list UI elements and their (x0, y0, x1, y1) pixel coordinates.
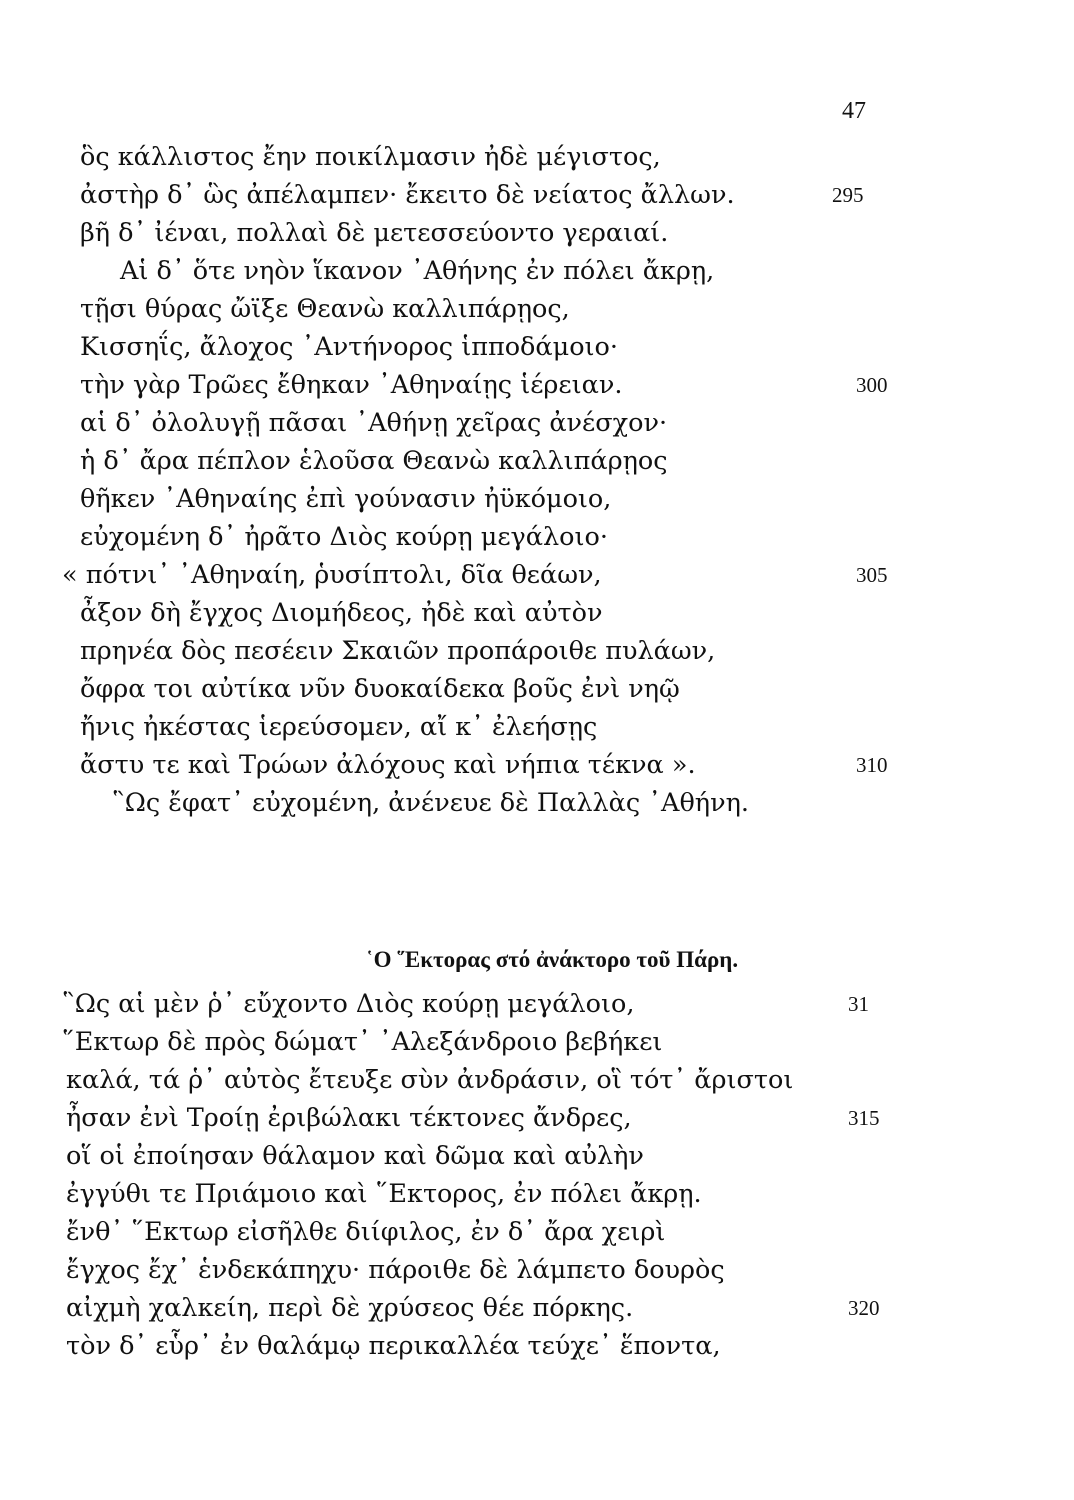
verse-line (80, 594, 602, 632)
verse-line (80, 214, 668, 252)
verse-line (80, 746, 696, 784)
line-number: 31 (848, 992, 869, 1016)
verse-text: Αἱ δ᾽ ὅτε νηὸν ἵκανον ᾽Αθήνης ἐν πόλει ἄκρῃ, (120, 256, 715, 286)
line-number: 310 (856, 753, 888, 777)
verse-text: καλά, τά ῥ᾽ αὐτὸς ἔτευξε σὺν ἀνδράσιν, οἳ τότ᾽ ἄριστοι (66, 1065, 794, 1095)
verse-line (62, 1023, 662, 1061)
verse-line (66, 1213, 665, 1251)
verse-text: « πότνι᾽ ᾽Αθηναίη, ῥυσίπτολι, δῖα θεάων, (62, 560, 602, 590)
verse-text: ἔγχος ἔχ᾽ ἑνδεκάπηχυ· πάροιθε δὲ λάμπετο δουρὸς (66, 1255, 725, 1285)
verse-line (80, 328, 618, 366)
verse-text: ἐγγύθι τε Πριάμοιο καὶ ῞Εκτορος, ἐν πόλει ἄκρῃ. (66, 1179, 702, 1209)
verse-line (66, 1175, 702, 1213)
verse-line (62, 556, 602, 594)
line-number: 315 (848, 1106, 880, 1130)
verse-text: ἀστὴρ δ᾽ ὣς ἀπέλαμπεν· ἔκειτο δὲ νείατος ἄλλων. (80, 180, 735, 210)
verse-line (80, 632, 715, 670)
line-number: 300 (856, 373, 888, 397)
verse-line (80, 366, 622, 404)
page-number: 47 (842, 98, 866, 124)
verse-line (80, 518, 608, 556)
verse-line (66, 1289, 633, 1327)
verse-line (66, 1137, 644, 1175)
verse-text: ῝Ως αἱ μὲν ῥ᾽ εὔχοντο Διὸς κούρῃ μεγάλοιο, (62, 989, 635, 1019)
verse-line (120, 252, 714, 290)
verse-line (66, 1327, 721, 1365)
verse-text: ἆξον δὴ ἔγχος Διομήδεος, ἠδὲ καὶ αὐτὸν (80, 598, 603, 628)
verse-text: οἵ οἱ ἐποίησαν θάλαμον καὶ δῶμα καὶ αὐλὴν (66, 1141, 644, 1171)
verse-text: ἤνις ἠκέστας ἱερεύσομεν, αἴ κ᾽ ἐλεήσῃς (80, 712, 598, 742)
verse-text: ἡ δ᾽ ἄρα πέπλον ἑλοῦσα Θεανὼ καλλιπάρῃος (80, 446, 668, 476)
line-number: 305 (856, 563, 888, 587)
verse-line (112, 784, 749, 822)
verse-line (80, 176, 735, 214)
verse-text: ῞Εκτωρ δὲ πρὸς δώματ᾽ ᾽Αλεξάνδροιο βεβήκει (62, 1027, 663, 1057)
verse-line (80, 138, 661, 176)
verse-line (80, 404, 667, 442)
verse-text: ῝Ως ἔφατ᾽ εὐχομένη, ἀνένευε δὲ Παλλὰς ᾽Αθήνη. (112, 788, 749, 818)
verse-text: Κισσηΐς, ἄλοχος ᾽Αντήνορος ἱπποδάμοιο· (80, 332, 619, 362)
verse-line (66, 1251, 725, 1289)
verse-text: θῆκεν ᾽Αθηναίης ἐπὶ γούνασιν ἠϋκόμοιο, (80, 484, 612, 514)
verse-text: αἰχμὴ χαλκείη, περὶ δὲ χρύσεος θέε πόρκης. (66, 1293, 634, 1323)
verse-text: ὃς κάλλιστος ἔην ποικίλμασιν ἠδὲ μέγιστος, (80, 142, 661, 172)
line-number: 320 (848, 1296, 880, 1320)
verse-line (66, 1061, 793, 1099)
verse-line (80, 708, 597, 746)
verse-line (80, 670, 680, 708)
verse-text: αἱ δ᾽ ὀλολυγῇ πᾶσαι ᾽Αθήνῃ χεῖρας ἀνέσχον· (80, 408, 668, 438)
verse-text: ἄστυ τε καὶ Τρώων ἀλόχους καὶ νήπια τέκνα ». (80, 750, 696, 780)
verse-text: τὴν γὰρ Τρῶες ἔθηκαν ᾽Αθηναίῃς ἱέρειαν. (80, 370, 623, 400)
verse-line (66, 1099, 632, 1137)
verse-line (80, 480, 611, 518)
verse-text: ὄφρα τοι αὐτίκα νῦν δυοκαίδεκα βοῦς ἐνὶ νηῷ (80, 674, 680, 704)
verse-text: ἦσαν ἐνὶ Τροίῃ ἐριβώλακι τέκτονες ἄνδρες, (66, 1103, 632, 1133)
section-heading: ῾Ο ῞Εκτορας στό ἀνάκτορο τοῦ Πάρη. (365, 947, 739, 972)
verse-text: πρηνέα δὸς πεσέειν Σκαιῶν προπάροιθε πυλάων, (80, 636, 716, 666)
verse-text: ἔνθ᾽ ῞Εκτωρ εἰσῆλθε διίφιλος, ἐν δ᾽ ἄρα χειρὶ (66, 1217, 666, 1247)
verse-text: τῇσι θύρας ὤϊξε Θεανὼ καλλιπάρῃος, (80, 294, 570, 324)
verse-line (62, 985, 634, 1023)
verse-text: τὸν δ᾽ εὗρ᾽ ἐν θαλάμῳ περικαλλέα τεύχε᾽ ἕποντα, (66, 1331, 721, 1361)
verse-line (80, 442, 668, 480)
line-number: 295 (832, 183, 864, 207)
verse-text: εὐχομένη δ᾽ ἠρᾶτο Διὸς κούρῃ μεγάλοιο· (80, 522, 608, 552)
verse-text: βῆ δ᾽ ἰέναι, πολλαὶ δὲ μετεσσεύοντο γεραιαί. (80, 218, 669, 248)
verse-line (80, 290, 570, 328)
